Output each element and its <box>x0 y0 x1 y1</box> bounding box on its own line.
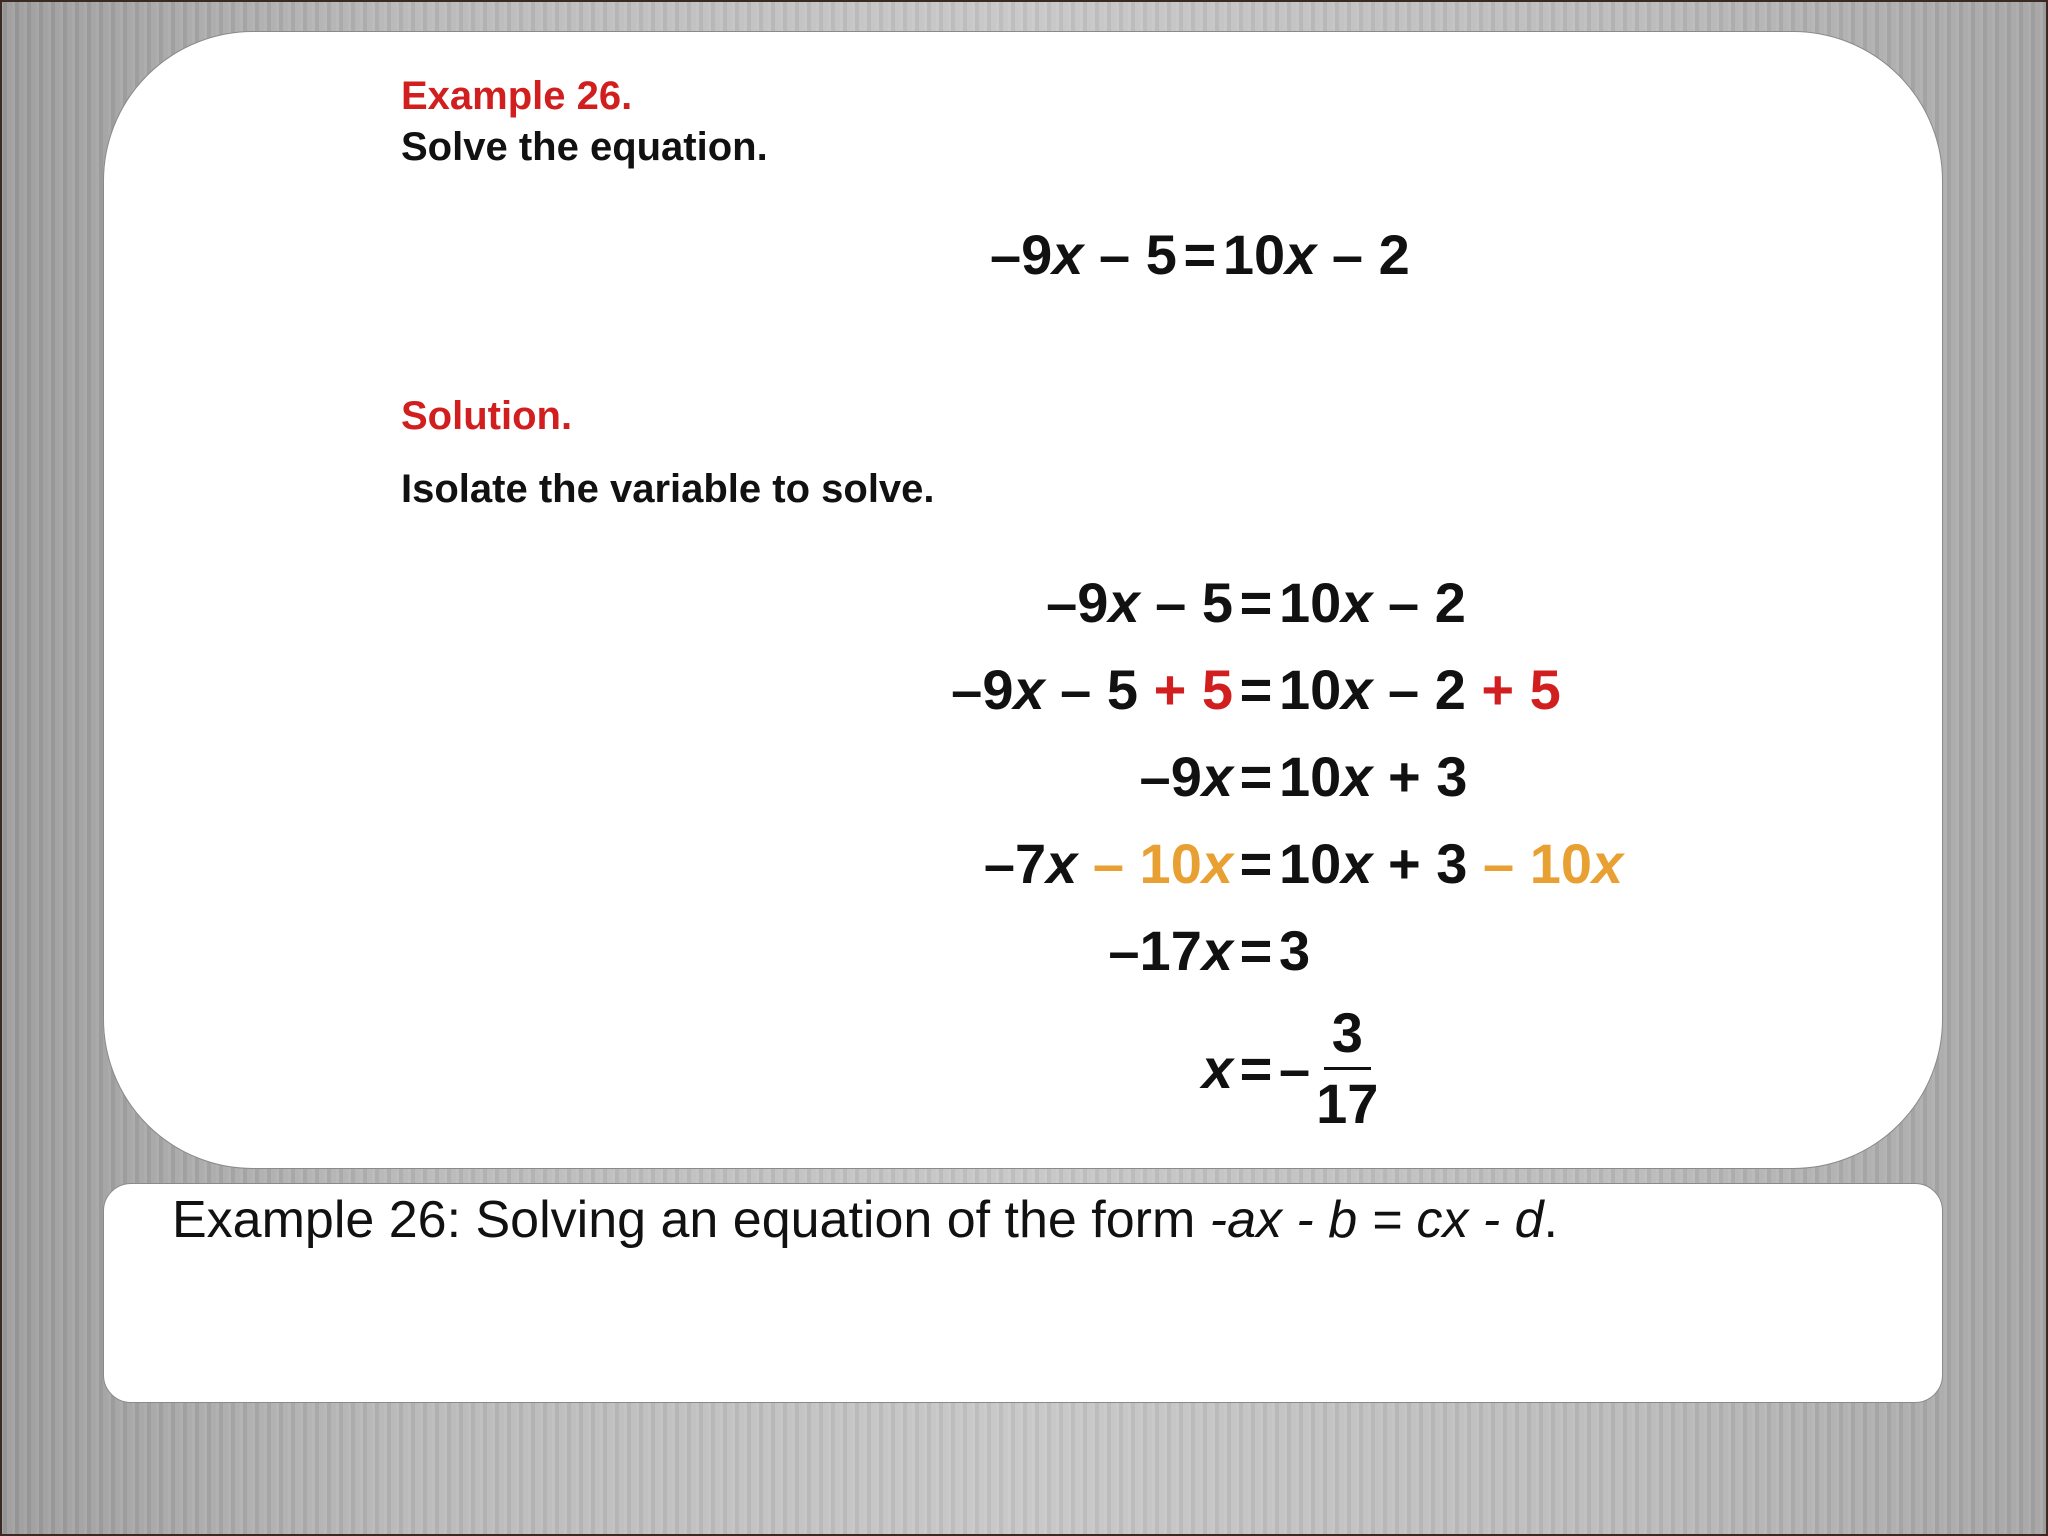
slide-card <box>103 31 1943 1169</box>
step-4-lhs-add: – 10x <box>1092 832 1233 895</box>
step-2 <box>940 657 1561 722</box>
fraction-denominator: 17 <box>1316 1072 1379 1135</box>
problem-equation <box>990 222 1410 287</box>
step-5 <box>1080 918 1310 983</box>
step-3-rhs: 10x + 3 <box>1279 745 1468 808</box>
step-6-equals: = <box>1239 1037 1273 1100</box>
solution-title: Solution. <box>401 394 573 438</box>
step-2-rhs-group <box>1279 657 1561 722</box>
fraction-numerator: 3 <box>1324 1005 1371 1070</box>
step-3 <box>1118 744 1467 809</box>
step-1-rhs: 10x – 2 <box>1279 571 1466 634</box>
step-4-lhs-group <box>955 831 1233 896</box>
step-5-lhs: –17x <box>1108 919 1233 982</box>
problem-lhs: –9x – 5 <box>990 223 1177 286</box>
step-3-lhs: –9x <box>1139 745 1233 808</box>
step-5-equals: = <box>1239 919 1273 982</box>
caption-form: -ax - b = cx - d <box>1209 1191 1544 1249</box>
step-3-equals: = <box>1239 745 1273 808</box>
step-2-equals: = <box>1239 658 1273 721</box>
fraction <box>1316 1001 1379 1135</box>
step-5-rhs: 3 <box>1279 919 1311 982</box>
step-2-rhs-add: + 5 <box>1481 658 1561 721</box>
step-4-rhs-group <box>1279 831 1623 896</box>
problem-equals: = <box>1183 223 1217 286</box>
step-4-rhs: 10x + 3 <box>1279 832 1468 895</box>
caption <box>172 1190 1558 1250</box>
solution-instruction: Isolate the variable to solve. <box>401 467 935 511</box>
step-1-lhs: –9x – 5 <box>1046 571 1233 634</box>
step-1 <box>1030 570 1466 635</box>
step-6-sign: – <box>1279 1037 1311 1100</box>
caption-prefix: Example 26: Solving an equation of the form <box>172 1191 1210 1249</box>
caption-suffix: . <box>1543 1191 1558 1249</box>
step-2-lhs-add: + 5 <box>1153 658 1233 721</box>
step-4-lhs: –7x <box>983 832 1078 895</box>
step-2-rhs: 10x – 2 <box>1279 658 1466 721</box>
step-1-equals: = <box>1239 571 1273 634</box>
step-4-equals: = <box>1239 832 1273 895</box>
example-instruction: Solve the equation. <box>401 125 768 169</box>
step-6-rhs <box>1279 1001 1379 1135</box>
step-4 <box>955 831 1623 896</box>
step-4-rhs-add: – 10x <box>1482 832 1624 895</box>
problem-rhs: 10x – 2 <box>1222 223 1410 286</box>
step-6-lhs: x <box>1201 1037 1233 1100</box>
step-2-lhs: –9x – 5 <box>951 658 1139 721</box>
example-title: Example 26. <box>401 74 633 118</box>
step-2-lhs-group <box>940 657 1233 722</box>
step-6 <box>1100 1001 1379 1135</box>
